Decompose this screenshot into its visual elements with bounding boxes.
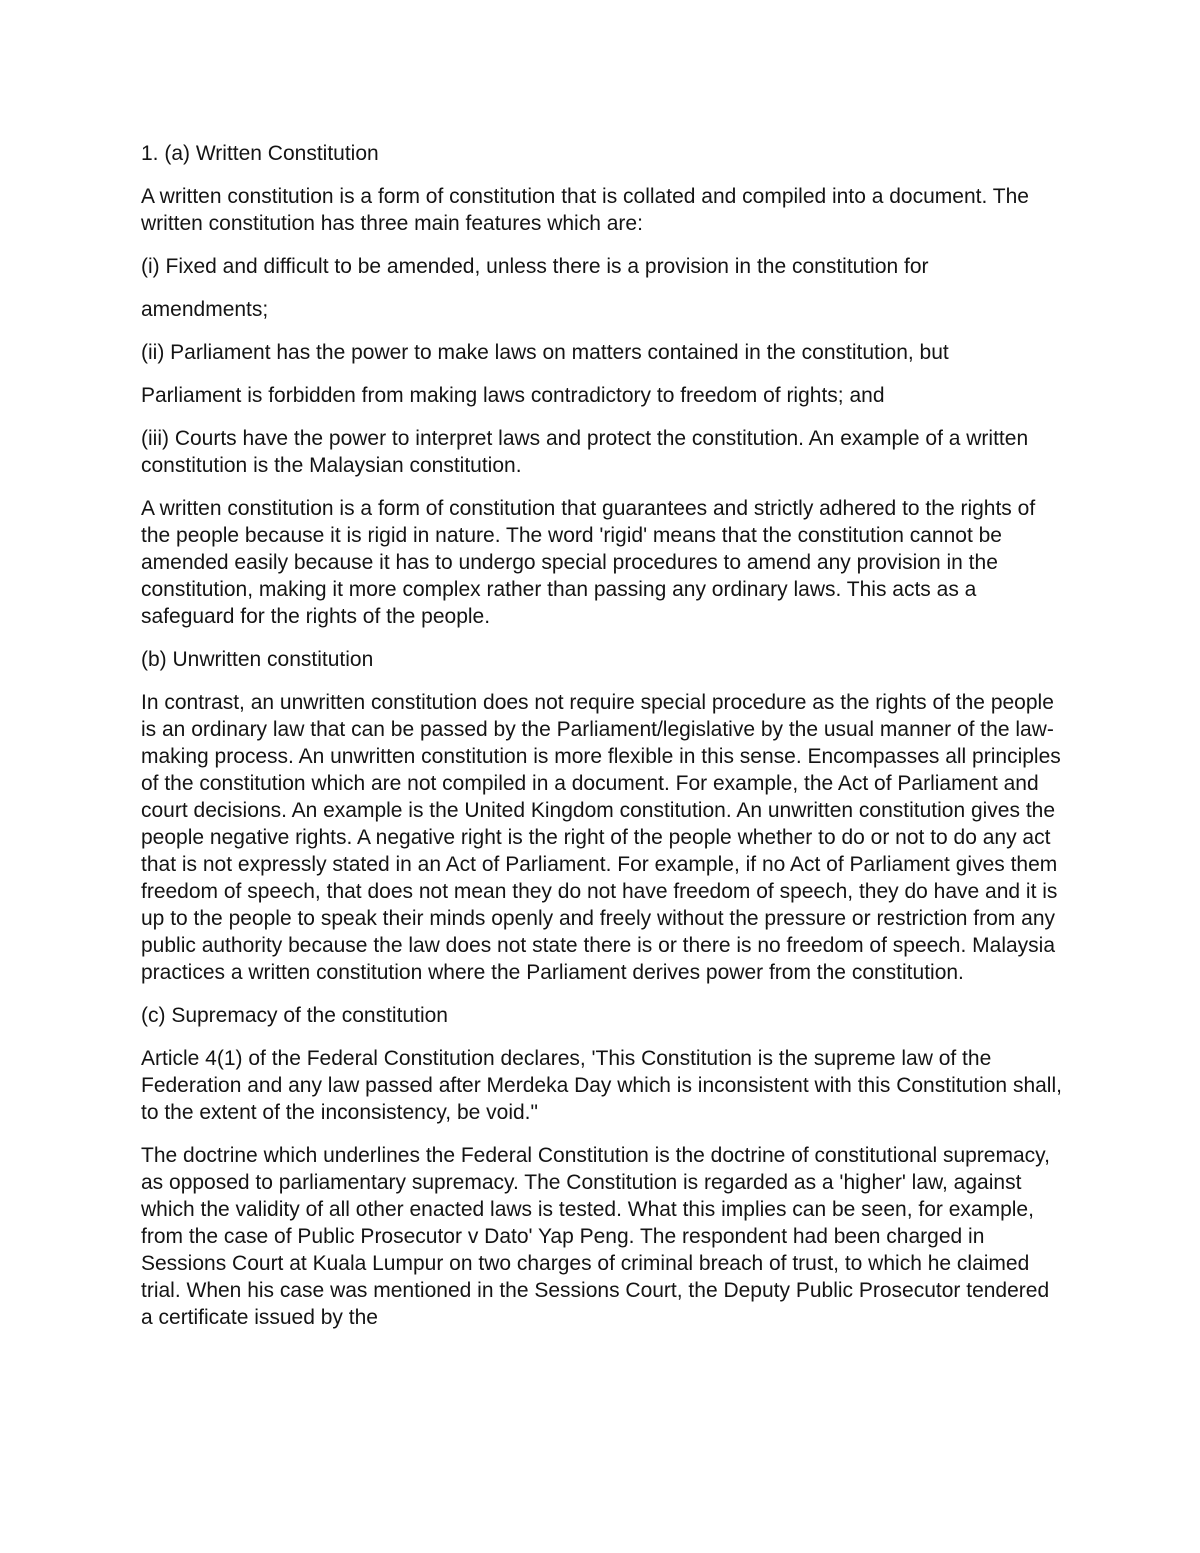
document-page — [141, 140, 1066, 1347]
paragraph-rigid-constitution: A written constitution is a form of constitution that guarantees and strictly adhered to the rights of the people because it is rigid in nature. The word 'rigid' means that the constitution cannot be amended easily because it has to undergo special procedures to amend any provision in the constitution, making it more complex rather than passing any ordinary laws. This acts as a safeguard for the rights of the people. — [141, 497, 1036, 628]
list-item-ii-line1: (ii) Parliament has the power to make laws on matters contained in the constitution, but — [141, 341, 949, 364]
paragraph-unwritten-constitution: In contrast, an unwritten constitution does not require special procedure as the rights of the people is an ordinary law that can be passed by the Parliament/legislative by the usual manner of the law-making process. An unwritten constitution is more flexible in this sense. Encompasses all principles of the constitution which are not compiled in a document. For example, the Act of Parliament and court decisions. An example is the United Kingdom constitution. An unwritten constitution gives the people negative rights. A negative right is the right of the people whether to do or not to do any act that is not expressly stated in an Act of Parliament. For example, if no Act of Parliament gives them freedom of speech, that does not mean they do not have freedom of speech, they do have and it is up to the people to speak their minds openly and freely without the pressure or restriction from any public authority because the law does not state there is or there is no freedom of speech. Malaysia practices a written constitution where the Parliament derives power from the constitution. — [141, 691, 1061, 984]
list-item-ii-line2: Parliament is forbidden from making laws contradictory to freedom of rights; and — [141, 384, 885, 407]
heading-written-constitution: 1. (a) Written Constitution — [141, 142, 379, 165]
list-item-i-line2: amendments; — [141, 298, 269, 321]
heading-supremacy: (c) Supremacy of the constitution — [141, 1004, 448, 1027]
paragraph-written-intro: A written constitution is a form of constitution that is collated and compiled into a document. The written constitution has three main features which are: — [141, 185, 1029, 235]
paragraph-article-4-1: Article 4(1) of the Federal Constitution declares, 'This Constitution is the supreme law of the Federation and any law passed after Merdeka Day which is inconsistent with this Constitution shall, to the extent of the inconsistency, be void." — [141, 1047, 1062, 1124]
heading-unwritten-constitution: (b) Unwritten constitution — [141, 648, 374, 671]
paragraph-constitutional-supremacy: The doctrine which underlines the Federal Constitution is the doctrine of constitutional supremacy, as opposed to parliamentary supremacy. The Constitution is regarded as a 'higher' law, against which the validity of all other enacted laws is tested. What this implies can be seen, for example, from the case of Public Prosecutor v Dato' Yap Peng. The respondent had been charged in Sessions Court at Kuala Lumpur on two charges of criminal breach of trust, to which he claimed trial. When his case was mentioned in the Sessions Court, the Deputy Public Prosecutor tendered a certificate issued by the — [141, 1144, 1050, 1329]
list-item-iii: (iii) Courts have the power to interpret laws and protect the constitution. An example of a written constitution is the Malaysian constitution. — [141, 427, 1029, 477]
list-item-i-line1: (i) Fixed and difficult to be amended, unless there is a provision in the constitution for — [141, 255, 929, 278]
